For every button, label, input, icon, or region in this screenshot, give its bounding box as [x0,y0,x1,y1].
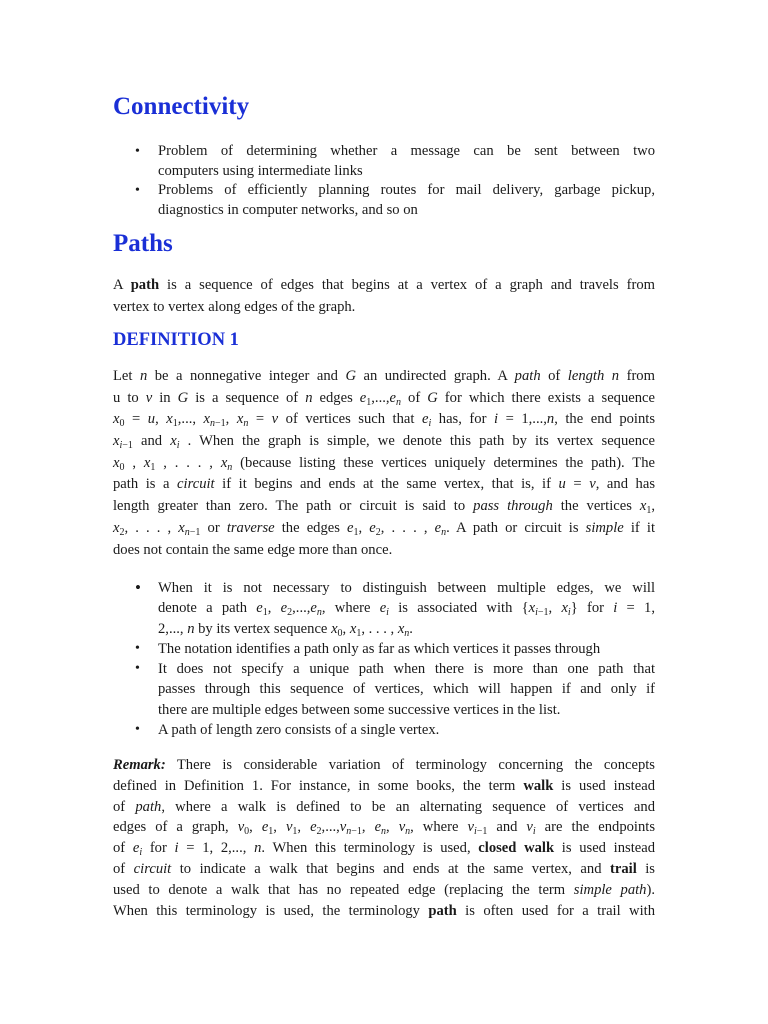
text-line: path is a circuit if it begins and ends at the same vertex, that is, if u = v, and has [113,476,656,493]
bullet-icon: • [135,722,140,738]
bullet-icon: • [135,661,140,677]
paths-intro-paragraph [113,275,655,318]
list-item-line: The notation identifies a path only as far as which vertices it passes through [158,640,601,657]
text-line: A path is a sequence of edges that begins at a vertex of a graph and travels from [113,277,655,293]
text-line: Remark: There is considerable variation of terminology concerning the concepts [113,757,655,773]
text-line: defined in Definition 1. For instance, in some books, the term walk is used instead [113,777,655,794]
text-line: $x_{i-1}$ and $x_i$ . When the graph is simple, we denote this path by its vertex sequence [113,433,655,452]
list-item-line: When it is not necessary to distinguish between multiple edges, we will [158,580,655,596]
notation-bullet-list [113,578,655,740]
remark-paragraph [113,755,655,921]
text-line: u to v in G is a sequence of n edges $e_1,...,e_n$ of G for which there exists a sequence [113,389,655,408]
bullet-icon: • [135,183,140,198]
text-line: edges of a graph, $v_0$, $e_1$, $v_1$, $e_2,...,v_{n-1}$, $e_n$, $v_n$, where $v_{i-1}$ and $v_i$ are the endpoints [113,819,656,838]
text-line: of circuit to indicate a walk that begins and ends at the same vertex, and trail is [113,860,655,877]
list-item [113,720,655,740]
text-line: $x_0 = u$, $x_1$,..., $x_{n-1}$, $x_n = v$ of vertices such that $e_i$ has, for i = 1,...,n, the end points [113,411,656,430]
list-item-line: passes through this sequence of vertices, which will happen if and only if [158,681,655,698]
list-item [113,142,655,181]
list-item [113,578,655,639]
list-item [113,181,655,220]
list-item-line: denote a path $e_1$, $e_2,...,e_n$, where $e_i$ is associated with {$x_{i-1}$, $x_i$} for i = 1, [158,600,655,619]
section-title-paths: Paths [113,230,173,257]
list-item-line: there are multiple edges between some successive vertices in the list. [158,701,561,718]
text-line: of path, where a walk is defined to be an alternating sequence of vertices and [113,798,655,815]
text-line: of $e_i$ for i = 1, 2,..., n. When this terminology is used, closed walk is used instead [113,840,655,859]
text-line: When this terminology is used, the terminology path is often used for a trail with [113,902,656,919]
bullet-icon: • [135,640,140,656]
definition-paragraph [113,366,655,561]
bullet-icon: • [135,578,141,597]
list-item [113,639,655,659]
text-line: used to denote a walk that has no repeated edge (replacing the term simple path). [113,881,655,898]
text-line: does not contain the same edge more than once. [113,541,393,558]
text-line: vertex to vertex along edges of the graph. [113,298,356,315]
list-item [113,659,655,720]
connectivity-bullet-list [113,142,655,220]
list-item-line: Problems of efficiently planning routes for mail delivery, garbage pickup, [158,182,655,198]
list-item-line: diagnostics in computer networks, and so on [158,201,418,218]
list-item-line: 2,..., n by its vertex sequence $x_0$, $x_1$, . . . , $x_n$. [158,620,413,639]
bullet-icon: • [135,144,140,159]
text-line: $x_2$, . . . , $x_{n-1}$ or traverse the edges $e_1$, $e_2$, . . . , $e_n$. A path or circuit is simple if it [113,519,656,538]
text-line: Let n be a nonnegative integer and G an undirected graph. A path of length n from [113,368,655,384]
list-item-line: Problem of determining whether a message can be sent between two [158,143,655,159]
list-item-line: computers using intermediate links [158,162,363,179]
definition-title: DEFINITION 1 [113,330,239,350]
text-line: length greater than zero. The path or circuit is said to pass through the vertices $x_1$, [113,498,656,517]
section-title-connectivity: Connectivity [113,93,250,120]
text-line: $x_0$ , $x_1$ , . . . , $x_n$ (because listing these vertices uniquely determines the path). The [113,454,655,473]
list-item-line: A path of length zero consists of a single vertex. [158,722,440,739]
list-item-line: It does not specify a unique path when there is more than one path that [158,661,655,678]
